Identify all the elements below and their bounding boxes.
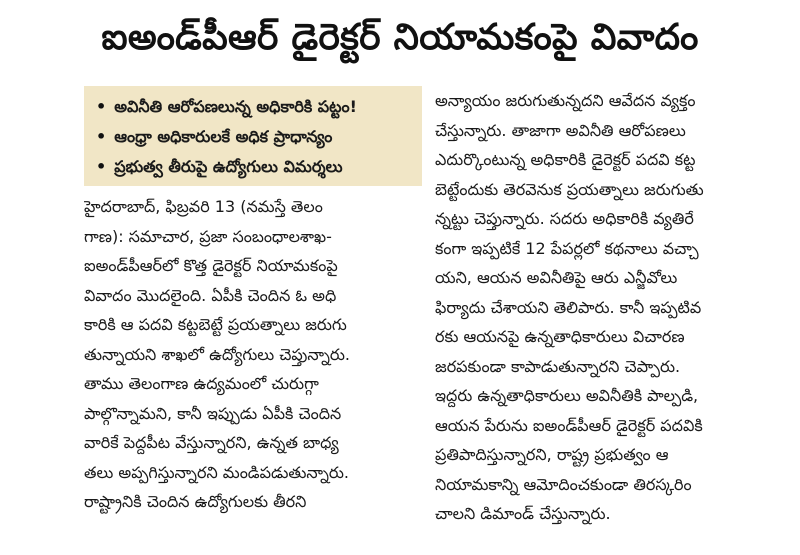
bullet-icon: • — [96, 97, 107, 116]
right-column — [435, 86, 780, 529]
bullet-icon: • — [96, 157, 107, 176]
highlight-text: ఆంధ్రా అధికారులకే అధిక ప్రాధాన్యం — [114, 127, 333, 146]
highlight-item — [96, 152, 414, 182]
body-line: నియామకాన్ని ఆమోదించకుండా తిరస్కరిం — [435, 474, 692, 494]
body-line: తున్నాయని శాఖలో ఉద్యోగులు చెప్తున్నారు. — [84, 344, 350, 364]
body-line: తలు అప్పగిస్తున్నారని మండిపడుతున్నారు. — [84, 462, 349, 482]
highlight-text: ప్రభుత్వ తీరుపై ఉద్యోగులు విమర్శలు — [114, 157, 343, 176]
body-line: కారికి ఆ పదవి కట్టబెట్టే ప్రయత్నాలు జరుగు — [84, 315, 347, 334]
body-line: వివాదం మొదలైంది. ఏపీకి చెందిన ఓ అధి — [84, 285, 337, 305]
body-line: ఫిర్యాదు చేశాయని తెలిపారు. కానీ ఇప్పటివ — [435, 297, 702, 317]
highlights-box — [84, 86, 422, 186]
body-line: బెట్టేందుకు తెరవెనుక ప్రయత్నాలు జరుగుతు — [435, 179, 704, 199]
left-column — [84, 86, 422, 517]
highlight-item — [96, 122, 414, 152]
headline: ఐఅండ్‌పీఆర్ డైరెక్టర్ నియామకంపై వివాదం — [101, 17, 699, 58]
body-line: న్నట్టు చెప్తున్నారు. సదరు అధికారికి వ్యతిరే — [435, 209, 694, 228]
body-line: ఎదుర్కొంటున్న అధికారికి డైరెక్టర్ పదవి కట్ట — [435, 150, 696, 169]
body-line: రకు ఆయనపై ఉన్నతాధికారులు విచారణ — [435, 327, 685, 346]
highlight-item — [96, 92, 414, 122]
body-line: గాణ): సమాచార, ప్రజా సంబంధాలశాఖ- — [84, 226, 332, 246]
body-line: జరపకుండా కాపాడుతున్నారని చెప్పారు. — [435, 356, 681, 376]
body-line: ప్రతిపాదిస్తున్నారని, రాష్ట్ర ప్రభుత్వం ఆ — [435, 445, 669, 464]
highlight-text: అవినీతి ఆరోపణలున్న అధికారికి పట్టం! — [114, 97, 357, 116]
body-line: వారికే పెద్దపీట వేస్తున్నారని, ఉన్నత బాధ్య — [84, 433, 339, 452]
body-line: కంగా ఇప్పటికే 12 పేపర్లలో కథనాలు వచ్చా — [435, 238, 699, 258]
body-line: చాలని డిమాండ్ చేస్తున్నారు. — [435, 504, 611, 523]
body-line: యని, ఆయన అవినీతిపై ఆరు ఎన్జీవోలు — [435, 268, 678, 287]
body-line: ఆయన పేరును ఐఅండ్‌పీఆర్ డైరెక్టర్ పదవికి — [435, 415, 703, 435]
body-line: పాల్గొన్నామని, కానీ ఇప్పుడు ఏపీకి చెందిన — [84, 403, 342, 423]
body-line: అన్యాయం జరుగుతున్నదని ఆవేదన వ్యక్తం — [435, 91, 696, 110]
body-line: చేస్తున్నారు. తాజాగా అవినీతి ఆరోపణలు — [435, 120, 686, 140]
body-line: ఐఅండ్‌పీఆర్‌లో కొత్త డైరెక్టర్ నియామకంపై — [84, 256, 338, 275]
body-line: తాము తెలంగాణ ఉద్యమంలో చురుగ్గా — [84, 374, 319, 393]
body-line: ఇద్దరు ఉన్నతాధికారులు అవినీతికి పాల్పడి, — [435, 386, 699, 405]
body-line: రాష్ట్రానికి చెందిన ఉద్యోగులకు తీరని — [84, 492, 307, 511]
bullet-icon: • — [96, 127, 107, 146]
body-line: హైదరాబాద్, ఫిబ్రవరి 13 (నమస్తే తెలం — [84, 197, 323, 216]
